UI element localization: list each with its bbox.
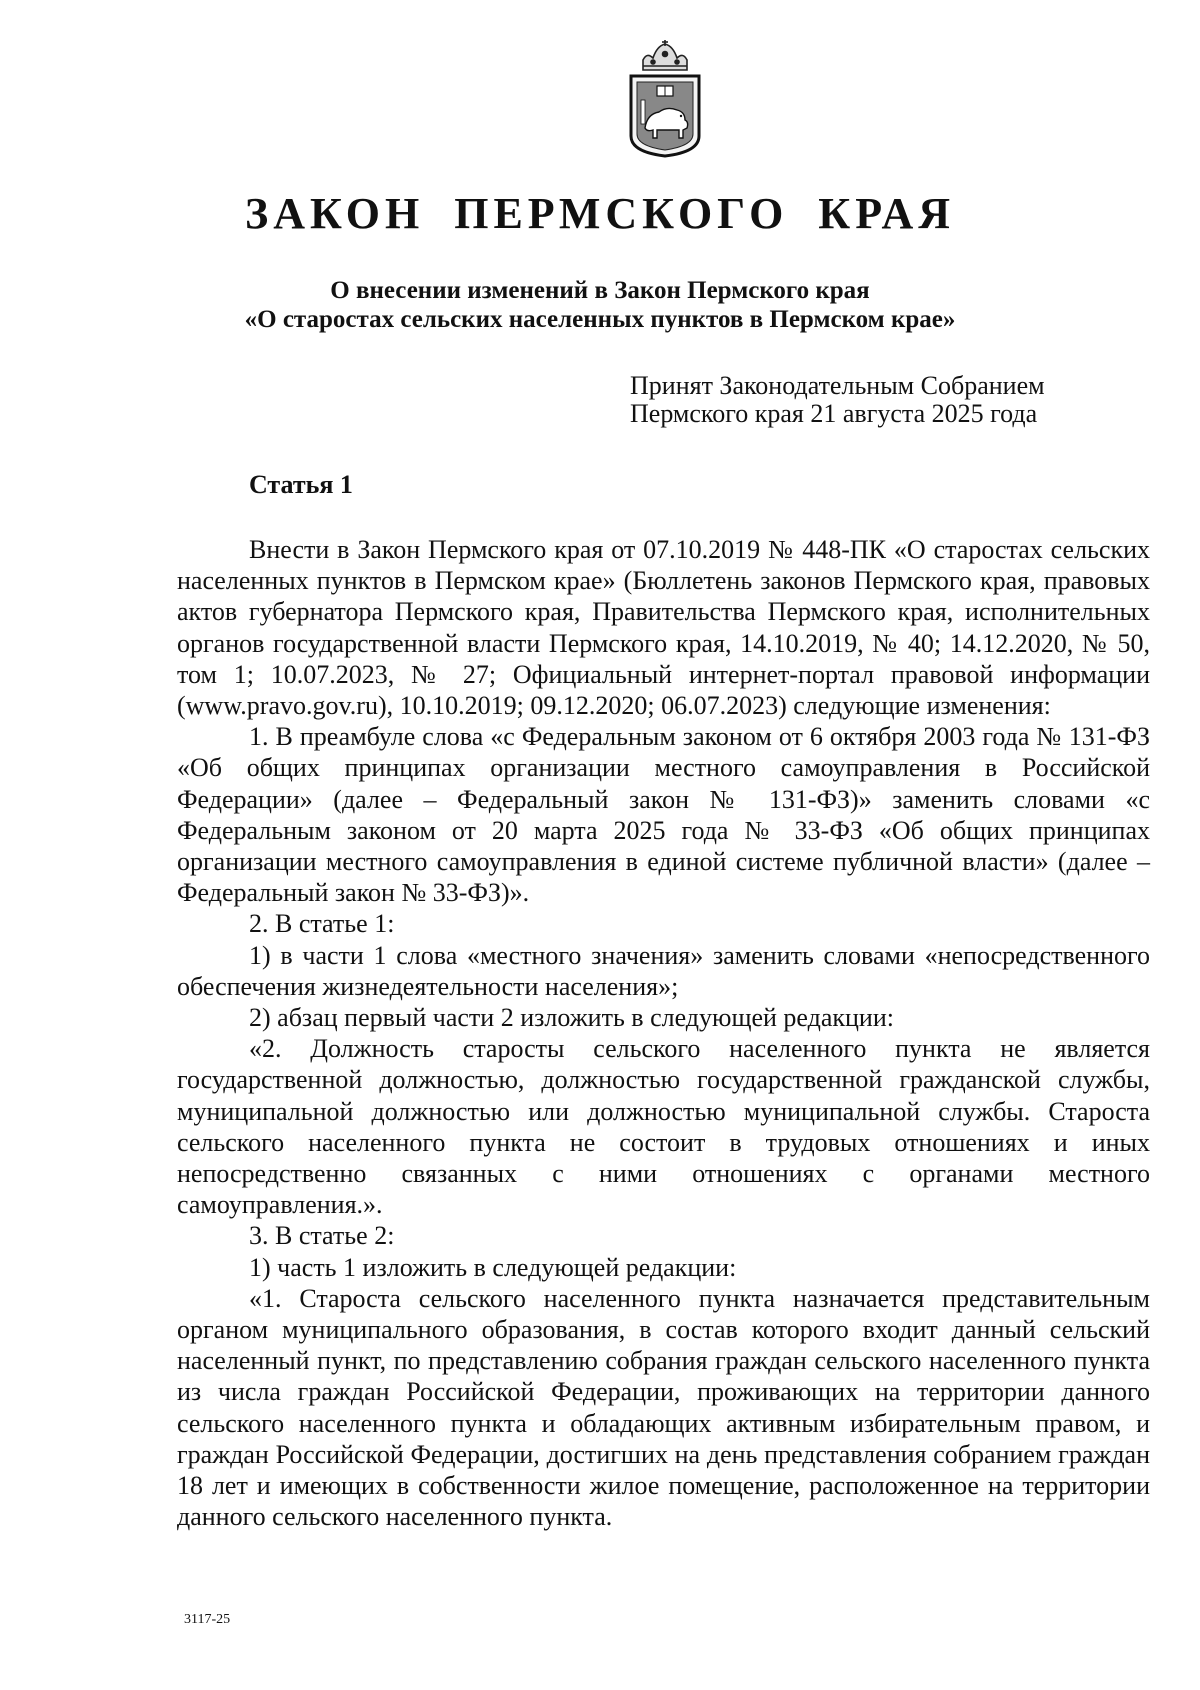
adoption-line-1: Принят Законодательным Собранием (630, 371, 1045, 400)
article-paragraph: 2) абзац первый части 2 изложить в следующей редакции: (249, 1003, 894, 1033)
law-subtitle-line-2: «О старостах сельских населенных пунктов в Пермском крае» (244, 306, 956, 333)
adoption-line-2: Пермского края 21 августа 2025 года (630, 399, 1038, 428)
perm-krai-coat-of-arms-icon (627, 40, 703, 158)
article-paragraph: 1) в части 1 слова «местного значения» заменить словами «непосредственного обеспечения жизнедеятельности населения»; (177, 940, 1150, 1001)
article-paragraph: 1. В преамбуле слова «с Федеральным законом от 6 октября 2003 года № 131-ФЗ «Об общих принципах организации местного самоуправления в Российской Федерации» (далее – Федеральный закон № 131-ФЗ)» заменить словами «с Федеральным законом от 20 марта 2025 года № 33-ФЗ «Об общих принципах организации местного самоуправления в единой системе публичной власти» (далее – Федеральный закон № 33-ФЗ)». (177, 722, 1150, 908)
article-paragraph: «2. Должность старосты сельского населенного пункта не является государственной должностью, должностью государственной гражданской службы, муниципальной должностью или должностью муниципальной службы. Староста сельского населенного пункта не состоит в трудовых отношениях и иных непосредственно связанных с ними отношениях с органами местного самоуправления.». (177, 1034, 1150, 1220)
law-title: ЗАКОН ПЕРМСКОГО КРАЯ (244, 189, 956, 238)
adoption-note (630, 372, 1045, 428)
article-paragraph: «1. Староста сельского населенного пункта назначается представительным органом муниципального образования, в состав которого входит данный сельский населенный пункт, по представлению собрания граждан сельского населенного пункта из числа граждан Российской Федерации, проживающих на территории данного сельского населенного пункта и обладающих активным избирательным правом, и граждан Российской Федерации, достигших на день представления собранием граждан 18 лет и имеющих в собственности жилое помещение, расположенное на территории данного сельского населенного пункта. (177, 1283, 1150, 1532)
article-paragraph: Внести в Закон Пермского края от 07.10.2019 № 448-ПК «О старостах сельских населенных пунктов в Пермском крае» (Бюллетень законов Пермского края, правовых актов губернатора Пермского края, Правительства Пермского края, исполнительных органов государственной власти Пермского края, 14.10.2019, № 40; 14.12.2020, № 50, том 1; 10.07.2023, № 27; Официальный интернет-портал правовой информации (www.pravo.gov.ru), 10.10.2019; 09.12.2020; 06.07.2023) следующие изменения: (177, 535, 1150, 721)
article-heading: Статья 1 (249, 470, 353, 499)
article-paragraph: 1) часть 1 изложить в следующей редакции: (249, 1252, 737, 1282)
article-paragraph: 2. В статье 1: (249, 909, 395, 939)
law-subtitle (0, 276, 1200, 334)
article-paragraph: 3. В статье 2: (249, 1221, 395, 1251)
law-subtitle-line-1: О внесении изменений в Закон Пермского края (330, 277, 870, 304)
document-number: 3117-25 (184, 1612, 231, 1627)
article-body (177, 534, 1150, 1533)
